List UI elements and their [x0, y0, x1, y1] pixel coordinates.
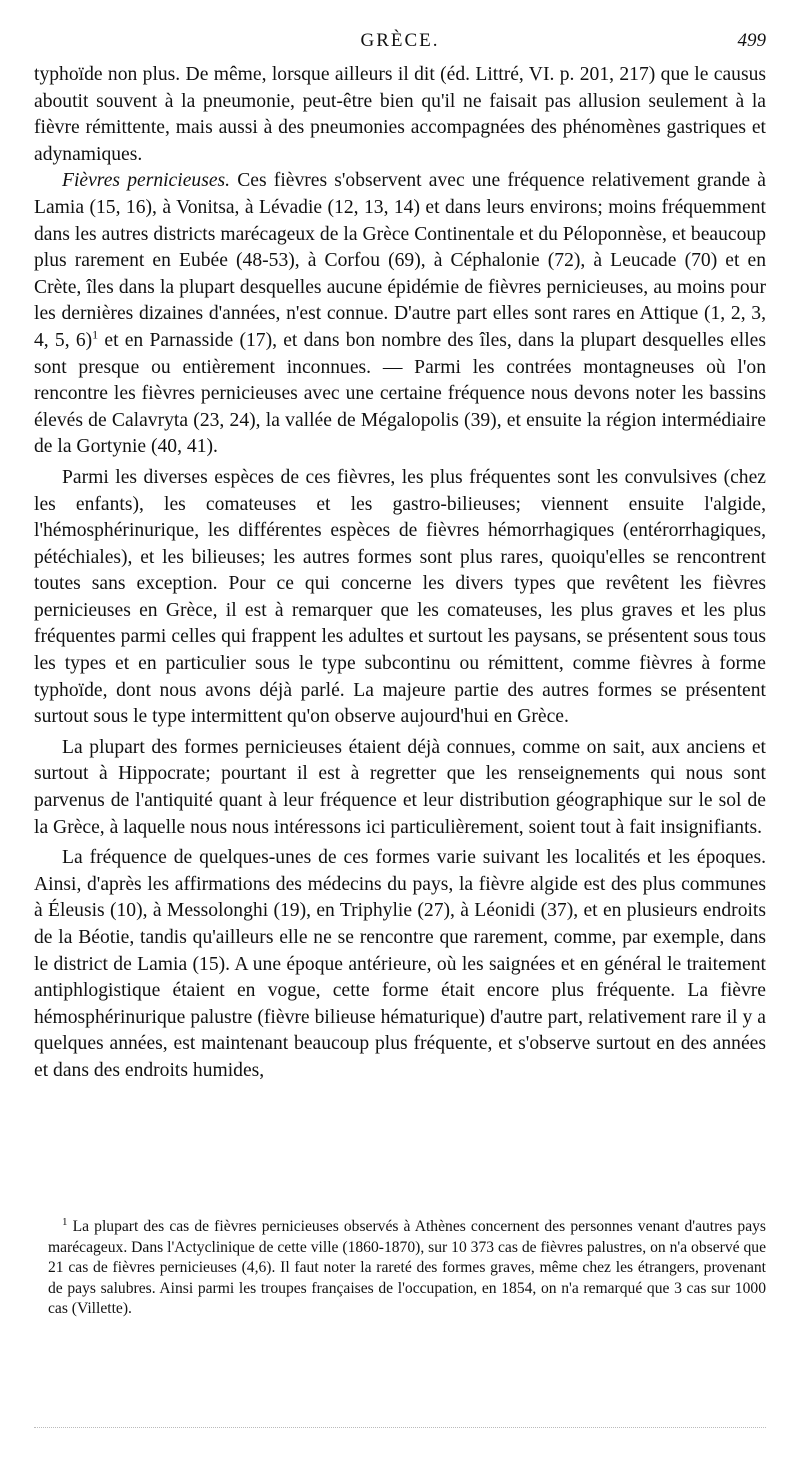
paragraph-species: Parmi les diverses espèces de ces fièvres, les plus fréquentes sont les convulsives (chez les enfants), les comateuses et les gastro-bilieuses; viennent ensuite l'algide, l'hémosphérinurique, les différentes espèces de fièvres hémorrhagiques (entérorrhagiques, pétéchiales), et les bilieuses; les autres formes sont plus rares, quoiqu'elles se rencontrent toutes sans exception. Pour ce qui concerne les divers types que revêtent les fièvres pernicieuses en Grèce, il est à remarquer que les comateuses, les plus graves et les plus fréquentes parmi celles qui frappent les adultes et surtout les paysans, se présentent sous tous les types et en particulier sous le type subcontinu ou rémittent, comme fièvres à forme typhoïde, dont nous avons déjà parlé. La majeure partie des autres formes se présentent surtout sous le type intermittent qu'on observe aujourd'hui en Grèce. [34, 466, 766, 728]
footnote [48, 1217, 766, 1320]
paragraph-text: Ces fièvres s'observent avec une fréquence relativement grande à Lamia (15, 16), à Vonitsa, à Lévadie (12, 13, 14) et dans leurs environs; moins fréquemment dans les autres districts marécageux de la Grèce Continentale et du Péloponnèse, et beaucoup plus rarement en Eubée (48-53), à Corfou (69), à Céphalonie (72), à Leucade (70) et en Crète, îles dans la plupart desquelles aucune épidémie de fièvres pernicieuses, au moins pour les dernières dizaines d'années, n'est connue. D'autre part elles sont rares en Attique (1, 2, 3, 4, 5, 6) [34, 170, 766, 351]
running-head [34, 30, 766, 56]
paragraph-continued: typhoïde non plus. De même, lorsque ailleurs il dit (éd. Littré, VI. p. 201, 217) que le causus aboutit souvent à la pneumonie, peut-être bien qu'il ne faisait pas allusion seulement à la fièvre rémittente, mais aussi à des pneumonies accompagnées des phénomènes gastriques et adynamiques. [34, 64, 766, 165]
body-text [34, 62, 766, 1085]
paragraph-hippocrate: La plupart des formes pernicieuses étaient déjà connues, comme on sait, aux anciens et surtout à Hippocrate; pourtant il est à regretter que les renseignements qui nous sont parvenus de l'antiquité quant à leur fréquence et leur distribution géographique sur le sol de la Grèce, à laquelle nous nous intéressons ici particulièrement, soient tout à fait insignifiants. [34, 736, 766, 838]
footnote-mark: 1 [62, 1215, 68, 1228]
paragraph-text: et en Parnasside (17), et dans bon nombre des îles, dans la plupart desquelles elles sont presque ou entièrement inconnues. — Parmi les contrées montagneuses où l'on rencontre les fièvres pernicieuses avec une certaine fréquence nous devons noter les bassins élevés de Calavryta (23, 24), la vallée de Mégalopolis (39), et ensuite la région intermédiaire de la Gortynie (40, 41). [34, 329, 766, 458]
paragraph-frequence: La fréquence de quelques-unes de ces formes varie suivant les localités et les époques. Ainsi, d'après les affirmations des médecins du pays, la fièvre algide est des plus communes à Éleusis (10), à Messolonghi (19), en Triphylie (27), à Léonidi (37), et en plusieurs endroits de la Béotie, tandis qu'ailleurs elle ne se rencontre que rarement, comme, par exemple, dans le district de Lamia (15). A une époque antérieure, où les saignées et en général le traitement antiphlogistique étaient en vogue, cette forme était encore plus fréquente. La fièvre hémosphérinurique palustre (fièvre bilieuse hématurique) d'autre part, relativement rare il y a quelques années, est maintenant beaucoup plus fréquente, et s'observe surtout en des années et dans des endroits humides, [34, 847, 766, 1081]
page-number: 499 [737, 30, 766, 51]
bottom-rule [34, 1427, 766, 1428]
running-title: GRÈCE. [360, 30, 440, 51]
footnote-area [48, 1217, 766, 1320]
footnote-text: La plupart des cas de fièvres pernicieuses observés à Athènes concernent des personnes venant d'autres pays marécageux. Dans l'Actyclinique de cette ville (1860-1870), sur 10 373 cas de fièvres palustres, on n'a observé que 21 cas de fièvres pernicieuses (4,6). Il faut noter la rareté des formes graves, même chez les étrangers, provenant de pays salubres. Ainsi parmi les troupes françaises de l'occupation, en 1854, on n'a remarqué que 3 cas sur 1000 cas (Villette). [48, 1218, 766, 1318]
paragraph-fievres-pernicieuses [34, 168, 766, 461]
footnote-reference: 1 [92, 327, 99, 342]
section-heading: Fièvres pernicieuses. [62, 170, 231, 192]
